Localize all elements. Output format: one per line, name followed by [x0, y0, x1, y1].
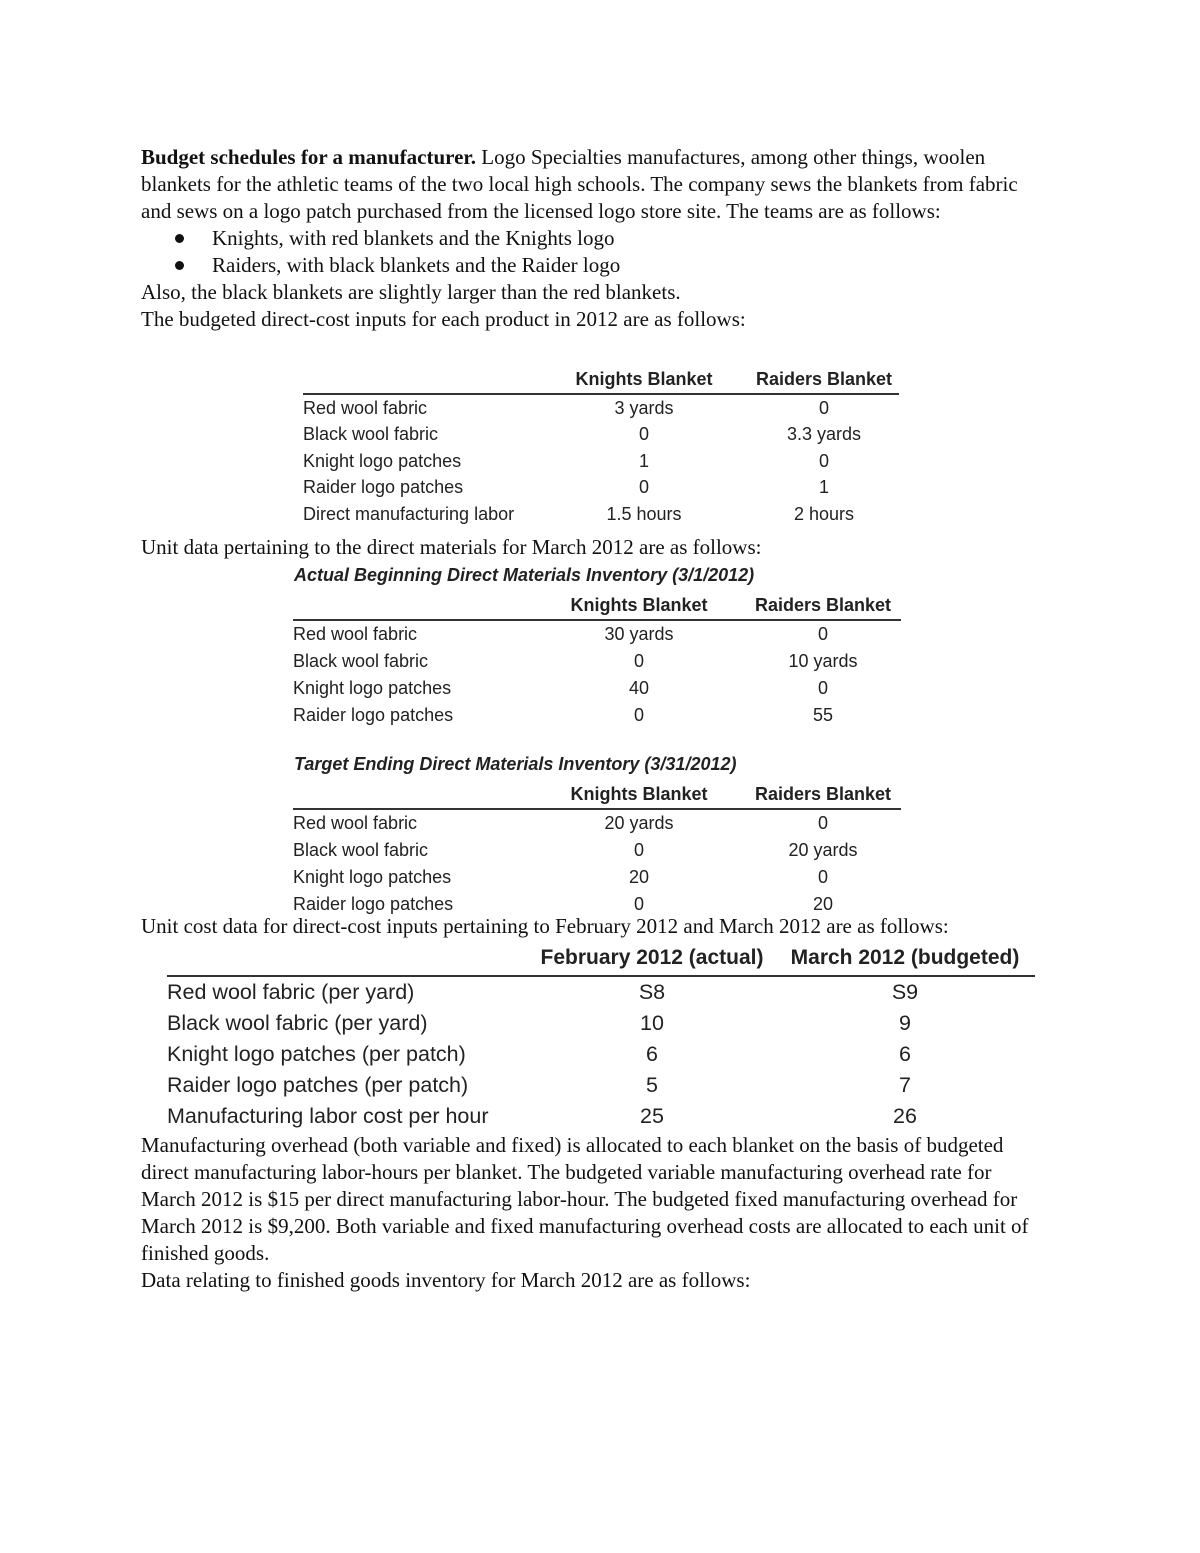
intro-text: Logo Specialties manufactures, among other things, woolen blankets for the athletic teams of the two local high schools. The company sews the blankets from fabric and sews on a logo patch purchased from the licensed logo store site. The teams are as follows: — [141, 145, 1018, 223]
table-cell: 0 — [633, 840, 644, 860]
table-cell: 2 hours — [793, 503, 855, 524]
column-header — [293, 591, 533, 620]
table-row — [167, 1070, 1035, 1101]
row-label: Raider logo patches — [293, 705, 454, 725]
table-caption: Actual Beginning Direct Materials Inventory (3/1/2012) — [294, 565, 755, 585]
row-label: Knight logo patches (per patch) — [167, 1042, 466, 1066]
row-label: Red wool fabric — [293, 813, 418, 833]
table-cell: 3.3 yards — [786, 424, 862, 445]
row-label: Red wool fabric — [303, 397, 428, 418]
table-row — [293, 864, 901, 891]
table-cell: 1 — [638, 450, 649, 471]
row-label: Black wool fabric — [293, 840, 429, 860]
table-cell: 20 — [628, 867, 650, 887]
row-label: Raider logo patches — [303, 477, 464, 498]
ending-inventory-table — [293, 780, 901, 918]
table-row — [167, 1039, 1035, 1070]
table-cell: 10 yards — [788, 651, 858, 671]
table-cell: 0 — [818, 397, 829, 418]
table-cell: 10 — [640, 1011, 664, 1035]
row-label: Knight logo patches — [303, 450, 462, 471]
table-cell: 0 — [818, 450, 829, 471]
intro-block — [141, 144, 1041, 333]
table-cell: 0 — [817, 624, 828, 644]
table-cell: 0 — [638, 424, 649, 445]
column-header: Raiders Blanket — [749, 366, 899, 394]
row-label: Red wool fabric (per yard) — [167, 980, 415, 1004]
direct-cost-inputs-table — [303, 366, 899, 528]
table-cell: 0 — [633, 894, 644, 914]
row-label: Black wool fabric — [303, 424, 439, 445]
table-row — [303, 394, 899, 422]
table-cell: 0 — [817, 867, 828, 887]
table-cell: 30 yards — [604, 624, 674, 644]
table-caption: Target Ending Direct Materials Inventory (3/31/2012) — [294, 754, 737, 774]
text-line: Unit cost data for direct-cost inputs pertaining to February 2012 and March 2012 are as follows: — [141, 914, 949, 938]
table-cell: 20 — [812, 894, 834, 914]
table-cell: 6 — [646, 1042, 658, 1066]
column-header: February 2012 (actual) — [529, 941, 775, 976]
row-label: Direct manufacturing labor — [303, 503, 515, 524]
table-cell: 5 — [646, 1073, 658, 1097]
text-block — [141, 534, 1041, 561]
row-label: Black wool fabric (per yard) — [167, 1011, 428, 1035]
text-line: Also, the black blankets are slightly larger than the red blankets. — [141, 280, 681, 304]
table-cell: 0 — [817, 678, 828, 698]
overhead-paragraph: Manufacturing overhead (both variable and fixed) is allocated to each blanket on the basis of budgeted direct manufacturing labor-hours per blanket. The budgeted variable manufacturing overhead rate for March 2012 is $15 per direct manufacturing labor-hour. The budgeted fixed manufacturing overhead for March 2012 is $9,200. Both variable and fixed manufacturing overhead costs are allocated to each unit of finished goods. — [141, 1133, 1029, 1265]
column-header: Knights Blanket — [539, 366, 749, 394]
text-line: The budgeted direct-cost inputs for each product in 2012 are as follows: — [141, 307, 746, 331]
table-row — [293, 648, 901, 675]
row-label: Raider logo patches (per patch) — [167, 1073, 469, 1097]
column-header — [293, 780, 533, 809]
unit-cost-table — [167, 941, 1035, 1132]
table-cell: 20 yards — [788, 840, 858, 860]
row-label: Black wool fabric — [293, 651, 429, 671]
table-cell: 9 — [899, 1011, 911, 1035]
table-row — [303, 501, 899, 528]
column-header: Raiders Blanket — [745, 780, 901, 809]
column-header: Raiders Blanket — [745, 591, 901, 620]
row-label: Knight logo patches — [293, 678, 452, 698]
row-label: Knight logo patches — [293, 867, 452, 887]
table-cell: 55 — [812, 705, 834, 725]
table-header-row — [293, 780, 901, 809]
column-header — [303, 366, 539, 394]
intro-paragraph — [141, 144, 1041, 225]
table-cell: S9 — [891, 980, 919, 1004]
table-row — [303, 475, 899, 502]
table-cell: 3 yards — [614, 397, 674, 418]
table-header-row — [303, 366, 899, 394]
column-header: March 2012 (budgeted) — [775, 941, 1035, 976]
table-cell: 1.5 hours — [606, 503, 682, 524]
table-cell: 0 — [638, 477, 649, 498]
table-cell: S8 — [638, 980, 666, 1004]
row-label: Red wool fabric — [293, 624, 418, 644]
column-header: Knights Blanket — [533, 780, 745, 809]
row-label: Manufacturing labor cost per hour — [167, 1104, 489, 1128]
text-line: Data relating to finished goods inventory for March 2012 are as follows: — [141, 1268, 751, 1292]
table-cell: 40 — [628, 678, 650, 698]
text-line: Unit data pertaining to the direct materials for March 2012 are as follows: — [141, 535, 762, 559]
table-cell: 6 — [899, 1042, 911, 1066]
table-cell: 20 yards — [604, 813, 674, 833]
table-row — [303, 448, 899, 475]
table-cell: 0 — [633, 705, 644, 725]
text-block — [141, 1132, 1041, 1294]
table-header-row — [167, 941, 1035, 976]
beginning-inventory-table — [293, 591, 901, 729]
table-cell: 25 — [640, 1104, 664, 1128]
column-header — [167, 941, 529, 976]
table-header-row — [293, 591, 901, 620]
table-row — [293, 620, 901, 648]
table-row — [167, 1101, 1035, 1132]
list-item: Knights, with red blankets and the Knights logo — [141, 225, 1041, 252]
table-cell: 26 — [893, 1104, 917, 1128]
table-row — [167, 1008, 1035, 1039]
table-cell: 0 — [633, 651, 644, 671]
table-row — [303, 422, 899, 449]
table-row — [293, 809, 901, 837]
table-row — [293, 702, 901, 729]
team-list — [141, 225, 1041, 279]
table-row — [293, 837, 901, 864]
table-cell: 7 — [899, 1073, 911, 1097]
problem-title: Budget schedules for a manufacturer. — [141, 145, 477, 169]
table-row — [293, 675, 901, 702]
table-cell: 0 — [817, 813, 828, 833]
table-row — [167, 976, 1035, 1008]
column-header: Knights Blanket — [533, 591, 745, 620]
text-block — [141, 913, 1041, 940]
list-item: Raiders, with black blankets and the Raider logo — [141, 252, 1041, 279]
row-label: Raider logo patches — [293, 894, 454, 914]
table-cell: 1 — [818, 477, 829, 498]
